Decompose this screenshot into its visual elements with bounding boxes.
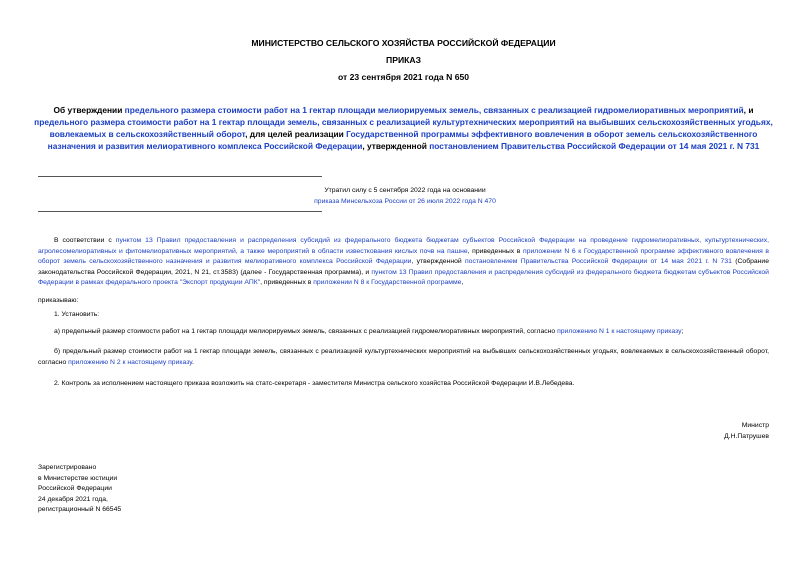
registration-line-3: Российской Федерации bbox=[38, 485, 112, 492]
document-type: ПРИКАЗ bbox=[386, 55, 421, 65]
item-a bbox=[38, 327, 769, 338]
title-link-hydro-cost[interactable]: предельного размера стоимости работ на 1 гектар площади мелиорируемых земель, связанных с реализацией гидромелиоративных мероприятий bbox=[124, 105, 744, 115]
preamble-text-3: , утвержденной bbox=[411, 258, 465, 265]
lost-force-link[interactable]: приказа Минсельхоза России от 26 июля 2022 года N 470 bbox=[314, 198, 496, 205]
item-a-text: а) предельный размер стоимости работ на 1 гектар площади мелиорируемых земель, связанных с реализацией гидромелиоративных мероприятий, согласно bbox=[54, 328, 558, 335]
signature-block bbox=[724, 420, 769, 442]
item-1: 1. Установить: bbox=[54, 311, 100, 318]
preamble-link-appendix-8[interactable]: приложении N 8 к Государственной программе bbox=[313, 279, 462, 286]
orders-word: приказываю: bbox=[38, 297, 79, 304]
preamble-text-2: , приведенных в bbox=[467, 247, 524, 255]
item-b-link-appendix-2[interactable]: приложению N 2 к настоящему приказу bbox=[68, 358, 192, 366]
item-2: 2. Контроль за исполнением настоящего приказа возложить на статс-секретаря - заместителя Министра сельского хозяйства Российской Федерации И.В.Лебедева. bbox=[54, 380, 575, 387]
preamble-text-1: В соответствии с bbox=[54, 237, 116, 244]
registration-line-4: 24 декабря 2021 года, bbox=[38, 495, 108, 503]
ministry-name: МИНИСТЕРСТВО СЕЛЬСКОГО ХОЗЯЙСТВА РОССИЙСКОЙ ФЕДЕРАЦИИ bbox=[251, 38, 556, 48]
title-link-culturtech-cost[interactable]: предельного размера стоимости работ на 1 гектар площади земель, связанных с реализацией культуртехнических мероприятий на выбывших сельскохозяйственных угодьях, вовлекаемых в сельскохозяйственный оборот bbox=[34, 117, 773, 139]
preamble-text-4: (Собрание законодательства Российской Федерации, 2021, N 21, ст.3583) (далее - Государственная программа), и bbox=[38, 258, 769, 276]
preamble-link-decree-731[interactable]: постановлением Правительства Российской Федерации от 14 мая 2021 г. N 731 bbox=[464, 258, 732, 265]
title-link-government-decree[interactable]: постановлением Правительства Российской Федерации от 14 мая 2021 г. N 731 bbox=[429, 141, 760, 151]
item-b-text: б) предельный размер стоимости работ на 1 гектар площади земель, связанных с реализацией культуртехнических мероприятий на выбывших сельскохозяйственных угодьях, вовлекаемых в сельскохозяйственный оборот, согласно bbox=[38, 348, 769, 366]
item-b-end: . bbox=[191, 358, 194, 366]
registration-line-2: в Министерстве юстиции bbox=[38, 474, 118, 482]
divider-top bbox=[38, 176, 322, 177]
preamble-paragraph bbox=[38, 236, 769, 289]
document-title bbox=[30, 104, 777, 152]
preamble-link-rules-13[interactable]: пунктом 13 Правил предоставления и распределения субсидий из федерального бюджета бюджетам субъектов Российской Федерации на проведение гидромелиоративных, культуртехнических, агролесомелиоративных и фитомелиоративных мероприятий, а также мероприятий в области известкования кислых почв на пашне bbox=[38, 237, 769, 255]
title-text-2: , и bbox=[743, 105, 754, 115]
title-text-4: , утвержденной bbox=[362, 141, 430, 151]
signer-name: Д.Н.Патрушев bbox=[724, 433, 769, 440]
preamble-text-5: , приведенных в bbox=[260, 279, 314, 286]
registration-line-5: регистрационный N 66545 bbox=[38, 506, 122, 513]
preamble-text-6: , bbox=[461, 279, 464, 286]
lost-force-text: Утратил силу с 5 сентября 2022 года на основании bbox=[324, 187, 486, 194]
item-a-link-appendix-1[interactable]: приложению N 1 к настоящему приказу bbox=[557, 328, 682, 335]
item-a-end: ; bbox=[681, 328, 684, 335]
divider-bottom bbox=[38, 211, 322, 212]
title-text-3: , для целей реализации bbox=[245, 129, 347, 139]
signer-position: Министр bbox=[741, 422, 769, 429]
preamble-link-appendix-6[interactable]: приложении N 6 к Государственной программе эффективного вовлечения в оборот земель сельскохозяйственного назначения и развития мелиоративного комплекса Российской Федерации bbox=[38, 247, 770, 265]
preamble-link-export-rules[interactable]: пунктом 13 Правил предоставления и распределения субсидий из федерального бюджета бюджетам субъектов Российской Федерации в рамках федерального проекта "Экспорт продукции АПК" bbox=[38, 268, 769, 286]
document-date-number: от 23 сентября 2021 года N 650 bbox=[337, 72, 470, 82]
title-text-1: Об утверждении bbox=[53, 105, 125, 115]
lost-force-note bbox=[270, 185, 540, 207]
title-link-state-program[interactable]: Государственной программы эффективного вовлечения в оборот земель сельскохозяйственного назначения и развития мелиоративного комплекса Российской Федерации bbox=[47, 129, 758, 151]
registration-block bbox=[38, 463, 121, 516]
registration-line-1: Зарегистрировано bbox=[38, 464, 97, 471]
item-b bbox=[38, 347, 769, 368]
